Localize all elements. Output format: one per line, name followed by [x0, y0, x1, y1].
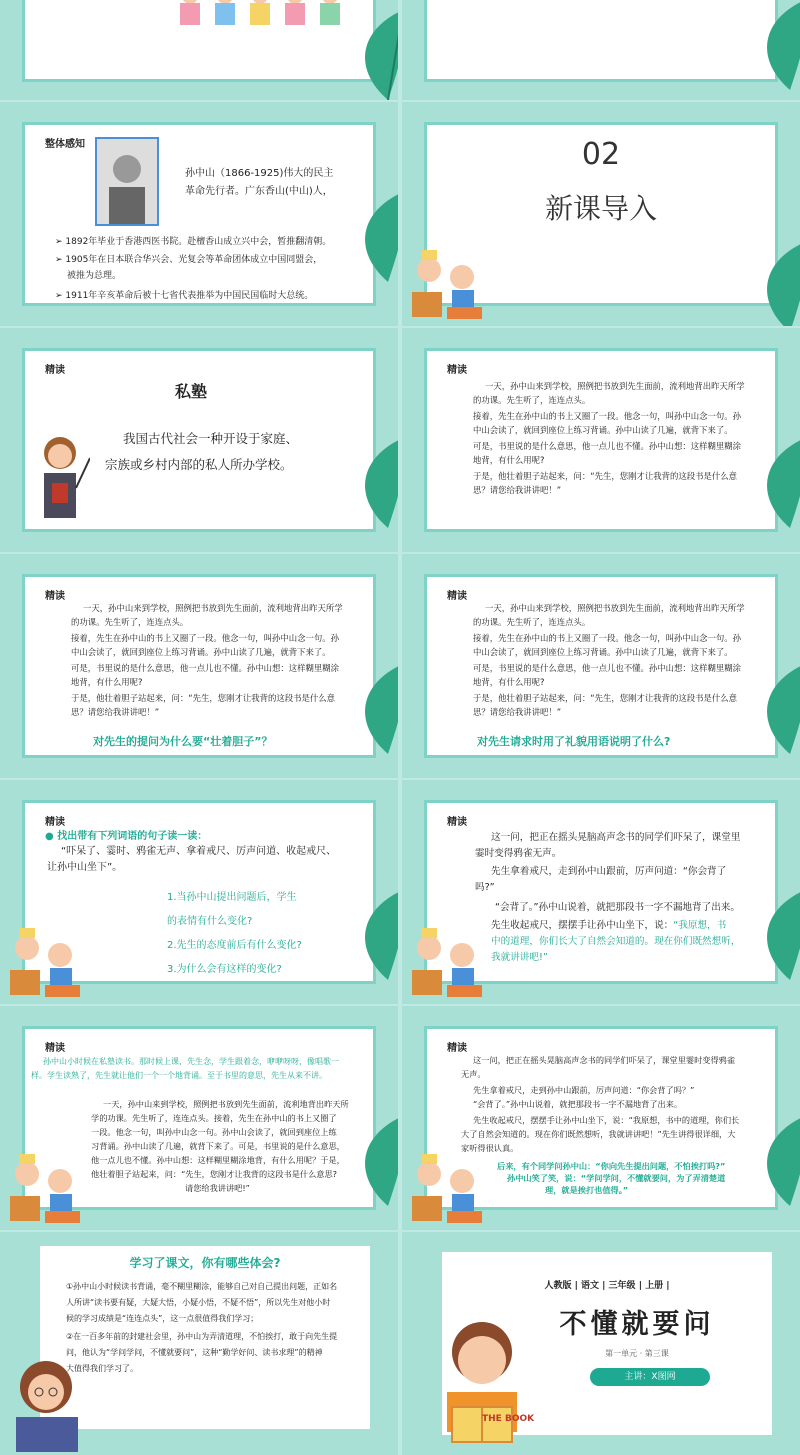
girl-thinking-illustration — [8, 1352, 88, 1452]
reflection-line-5: 问，他认为“学问学问，不懂就要问”，这种“勤学好问、读书求理”的精神 — [66, 1348, 323, 1357]
leaf-icon — [348, 1116, 398, 1206]
story-line-8: 思？请您给我讲讲吧！” — [473, 485, 562, 495]
sishu-heading: 私塾 — [175, 382, 208, 401]
section-title: 新课导入 — [544, 192, 657, 225]
sishu-story-line-2: 学的功课。先生听了，连连点头。接着，先生在孙中山的书上又圈了 — [91, 1113, 337, 1123]
story-line-1: 一天，孙中山来到学校，照例把书放到先生面前，流利地背出昨天所学 — [485, 603, 745, 613]
slide-card — [424, 0, 778, 82]
question-3: 3.为什么会有这样的变化? — [167, 964, 282, 975]
slide-portrait[interactable] — [0, 102, 398, 326]
ending-line-2: 无声。 — [461, 1069, 486, 1079]
kids-reading-illustration — [407, 920, 487, 1000]
leaf-icon — [750, 438, 800, 528]
story-line-8: 思？请您给我讲讲吧！” — [473, 707, 562, 717]
slide-ending-story[interactable] — [402, 1006, 800, 1230]
sishu-line-1: 我国古代社会一种开设于家庭、 — [123, 431, 299, 446]
story-line-5: 可是，书里说的是什么意思，他一点儿也不懂。孙中山想：这样糊里糊涂 — [71, 663, 339, 673]
intro-line-1: 孙中山（1866-1925)伟大的民主 — [185, 168, 334, 179]
story-line-7: 于是，他壮着胆子站起来，问：“先生，您刚才让我背的这段书是什么意 — [473, 693, 737, 703]
boy-reading-illustration — [412, 1312, 552, 1452]
ending-teal-1: 后来，有个同学问孙中山：“你向先生提出问题，不怕挨打吗?” — [497, 1161, 726, 1171]
intro-line-2: 革命先行者。广东香山(中山)人， — [185, 186, 333, 197]
leaf-icon — [348, 890, 398, 980]
kids-reading-illustration — [5, 1146, 85, 1226]
reflection-line-1: ①孙中山小时候读书背诵，毫不糊里糊涂，能够自己对自己提出问题，正如名 — [66, 1282, 338, 1291]
slide-story-q2[interactable] — [402, 554, 800, 778]
cover-unit: 第一单元 · 第三课 — [605, 1349, 669, 1358]
slide-tag: 精读 — [45, 591, 65, 602]
bullet-3: ➢ 1911年辛亥革命后被十七省代表推举为中国民国临时大总统。 — [55, 291, 314, 301]
story-line-3: 接着，先生在孙中山的书上又圈了一段。他念一句，叫孙中山念一句。孙 — [473, 411, 741, 421]
discussion-question: 对先生请求时用了礼貌用语说明了什么? — [477, 735, 671, 748]
leaf-icon — [348, 438, 398, 528]
leaf-icon — [348, 664, 398, 754]
kids-reading-illustration — [407, 1146, 487, 1226]
sishu-story-line-1: 一天，孙中山来到学校，照例把书放到先生面前，流利地背出昨天所 — [103, 1099, 349, 1109]
slide-tag: 精读 — [447, 1043, 467, 1054]
story-line-4: 中山会读了，就回到座位上练习背诵。孙中山读了几遍，就背下来了。 — [473, 425, 733, 435]
slide-cover[interactable] — [402, 1232, 800, 1455]
slide-tag: 精读 — [45, 1043, 65, 1054]
vocab-words-2: 让孙中山坐下”。 — [47, 862, 123, 873]
story-line-1: 一天，孙中山来到学校，照例把书放到先生面前，流利地背出昨天所学 — [485, 381, 745, 391]
reflection-line-6: 大值得我们学习了。 — [66, 1364, 138, 1373]
slide-sishu-story[interactable] — [0, 1006, 398, 1230]
slide-tag: 精读 — [45, 817, 65, 828]
slide-reflection[interactable] — [0, 1232, 398, 1455]
ending-teal-2: 孙中山笑了笑，说：“学问学问，不懂就要问，为了弄清楚道 — [507, 1173, 726, 1183]
bullet-2: ➢ 1905年在日本联合华兴会、光复会等革命团体成立中国同盟会， — [55, 255, 323, 265]
bullet-2-cont: 被推为总理。 — [67, 271, 122, 281]
slide-sishu[interactable] — [0, 328, 398, 552]
sishu-story-line-6: 他壮着胆子站起来，问：“先生，您刚才让我背的这段书是什么意思? — [91, 1169, 338, 1179]
slide-tag: 精读 — [447, 365, 467, 376]
story-line-6: 地背，有什么用呢? — [473, 455, 545, 465]
ending-line-6: 大了自然会知道的。现在你们既然想听，我就讲讲吧！”先生讲得很详细，大 — [461, 1129, 736, 1139]
story2-line-3: 先生拿着戒尺，走到孙中山跟前，厉声问道：“你会背了 — [491, 866, 727, 877]
bullet-1: ➢ 1892年毕业于香港西医书院。赴檀香山成立兴中会，暂推翻清朝。 — [55, 237, 332, 247]
story-line-7: 于是，他壮着胆子站起来，问：“先生，您刚才让我背的这段书是什么意 — [473, 471, 737, 481]
reflection-line-2: 人所讲“读书要有疑，大疑大悟，小疑小悟，不疑不悟”，所以先生对他小时 — [66, 1298, 331, 1307]
sishu-story-line-7: 请您给我讲讲吧!” — [185, 1183, 250, 1193]
slide-1[interactable] — [0, 0, 398, 100]
story-line-6: 地背，有什么用呢? — [71, 677, 143, 687]
leaf-icon — [750, 890, 800, 980]
reflection-line-4: ②在一百多年前的封建社会里，孙中山为弄清道理，不怕挨打，敢于向先生提 — [66, 1332, 338, 1341]
slide-section-02[interactable] — [402, 102, 800, 326]
slide-vocab[interactable] — [0, 780, 398, 1004]
story2-line-7: 中的道理，你们长大了自然会知道的。现在你们既然想听， — [491, 936, 741, 947]
cover-meta: 人教版 | 语文 | 三年级 | 上册 | — [544, 1281, 670, 1291]
reflection-line-3: 候的学习成绩是“连连点头”，这一点很值得我们学习； — [66, 1314, 259, 1323]
leaf-icon — [750, 242, 800, 326]
ending-line-7: 家听得很认真。 — [461, 1143, 519, 1153]
sishu-intro-2: 样。学生读熟了，先生就让他们一个一个地背诵。至于书里的意思，先生从来不讲。 — [31, 1071, 327, 1080]
story2-line-8: 我就讲讲吧!” — [491, 952, 548, 963]
teacher-illustration — [30, 428, 90, 528]
slide-tag: 整体感知 — [45, 139, 85, 150]
kids-reading-illustration — [5, 920, 85, 1000]
leaf-icon — [348, 192, 398, 282]
slide-tag: 精读 — [447, 817, 467, 828]
discussion-question: 对先生的提问为什么要“壮着胆子”？ — [93, 735, 273, 748]
slide-story-2[interactable] — [402, 780, 800, 1004]
vocab-task: ● 找出带有下列词语的句子读一读： — [45, 831, 208, 842]
portrait-image — [95, 137, 159, 226]
kids-reading-illustration — [407, 242, 487, 322]
leaf-icon — [348, 10, 398, 100]
story-line-2: 的功课。先生听了，连连点头。 — [473, 617, 591, 627]
children-illustration — [165, 0, 355, 33]
slide-2-top[interactable] — [402, 0, 800, 100]
ending-line-1: 这一问，把正在摇头晃脑高声念书的同学们吓呆了，课堂里霎时变得鸦雀 — [473, 1055, 736, 1065]
leaf-icon — [750, 664, 800, 754]
story-line-2: 的功课。先生听了，连连点头。 — [473, 395, 591, 405]
question-1b: 的表情有什么变化? — [167, 916, 253, 927]
story2-line-4: 吗?” — [475, 882, 495, 893]
story2-line-6: 先生收起戒尺，摆摆手让孙中山坐下，说：“我原想，书 — [491, 920, 727, 931]
story2-line-5: “会背了。”孙中山说着，就把那段书一字不漏地背了出来。 — [495, 902, 740, 913]
slide-card — [22, 0, 376, 82]
story-line-6: 地背，有什么用呢? — [473, 677, 545, 687]
reflection-heading: 学习了课文，你有哪些体会? — [129, 1256, 281, 1270]
story-line-7: 于是，他壮着胆子站起来，问：“先生，您刚才让我背的这段书是什么意 — [71, 693, 335, 703]
sishu-story-line-5: 他一点儿也不懂。孙中山想：这样糊里糊涂地背，有什么用呢？于是， — [91, 1155, 345, 1165]
ending-teal-3: 理，就是挨打也值得。” — [545, 1185, 629, 1195]
slide-card — [424, 574, 778, 758]
slide-story-1[interactable] — [402, 328, 800, 552]
book-label: THE BOOK — [482, 1414, 535, 1424]
question-2: 2.先生的态度前后有什么变化? — [167, 940, 302, 951]
story-line-4: 中山会读了，就回到座位上练习背诵。孙中山读了几遍，就背下来了。 — [71, 647, 331, 657]
slide-card — [22, 574, 376, 758]
story-line-3: 接着，先生在孙中山的书上又圈了一段。他念一句，叫孙中山念一句。孙 — [71, 633, 339, 643]
sishu-story-line-4: 习背诵。孙中山读了几遍，就背下来了。可是，书里说的是什么意思， — [91, 1141, 345, 1151]
story2-line-2: 霎时变得鸦雀无声。 — [475, 848, 562, 859]
story-line-4: 中山会读了，就回到座位上练习背诵。孙中山读了几遍，就背下来了。 — [473, 647, 733, 657]
sishu-story-line-3: 一段。他念一句，叫孙中山念一句。孙中山会读了，就回到座位上练 — [91, 1127, 337, 1137]
vocab-words-1: “吓呆了、霎时、鸦雀无声、拿着戒尺、厉声问道、收起戒尺、 — [61, 846, 337, 857]
slide-card — [424, 348, 778, 532]
ending-line-5: 先生收起戒尺，摆摆手让孙中山坐下，说：“我原想，书中的道理，你们长 — [473, 1115, 740, 1125]
ending-line-3: 先生拿着戒尺，走到孙中山跟前，厉声问道：“你会背了吗？” — [473, 1085, 695, 1095]
section-number: 02 — [581, 137, 621, 172]
leaf-icon — [750, 0, 800, 90]
ending-line-4: “会背了。”孙中山说着，就把那段书一字不漏地背了出来。 — [473, 1099, 683, 1109]
slide-card — [22, 122, 376, 306]
story2-line-1: 这一问，把正在摇头晃脑高声念书的同学们吓呆了，课堂里 — [491, 832, 741, 843]
story-line-3: 接着，先生在孙中山的书上又圈了一段。他念一句，叫孙中山念一句。孙 — [473, 633, 741, 643]
slide-story-q1[interactable] — [0, 554, 398, 778]
question-1a: 1.当孙中山提出问题后，学生 — [167, 892, 297, 903]
slide-tag: 精读 — [447, 591, 467, 602]
story-line-1: 一天，孙中山来到学校，照例把书放到先生面前，流利地背出昨天所学 — [83, 603, 343, 613]
sishu-line-2: 宗族或乡村内部的私人所办学校。 — [105, 457, 293, 472]
slide-card — [40, 1246, 370, 1429]
sishu-intro-1: 孙中山小时候在私塾读书。那时候上课，先生念，学生跟着念，咿咿呀呀，像唱歌一 — [43, 1057, 339, 1066]
story-line-5: 可是，书里说的是什么意思，他一点儿也不懂。孙中山想：这样糊里糊涂 — [473, 663, 741, 673]
story-line-2: 的功课。先生听了，连连点头。 — [71, 617, 189, 627]
story-line-8: 思？请您给我讲讲吧！” — [71, 707, 160, 717]
slide-tag: 精读 — [45, 365, 65, 376]
leaf-icon — [750, 1116, 800, 1206]
cover-speaker: 主讲：X图网 — [590, 1368, 710, 1386]
cover-title: 不懂就要问 — [559, 1309, 715, 1340]
story-line-5: 可是，书里说的是什么意思，他一点儿也不懂。孙中山想：这样糊里糊涂 — [473, 441, 741, 451]
